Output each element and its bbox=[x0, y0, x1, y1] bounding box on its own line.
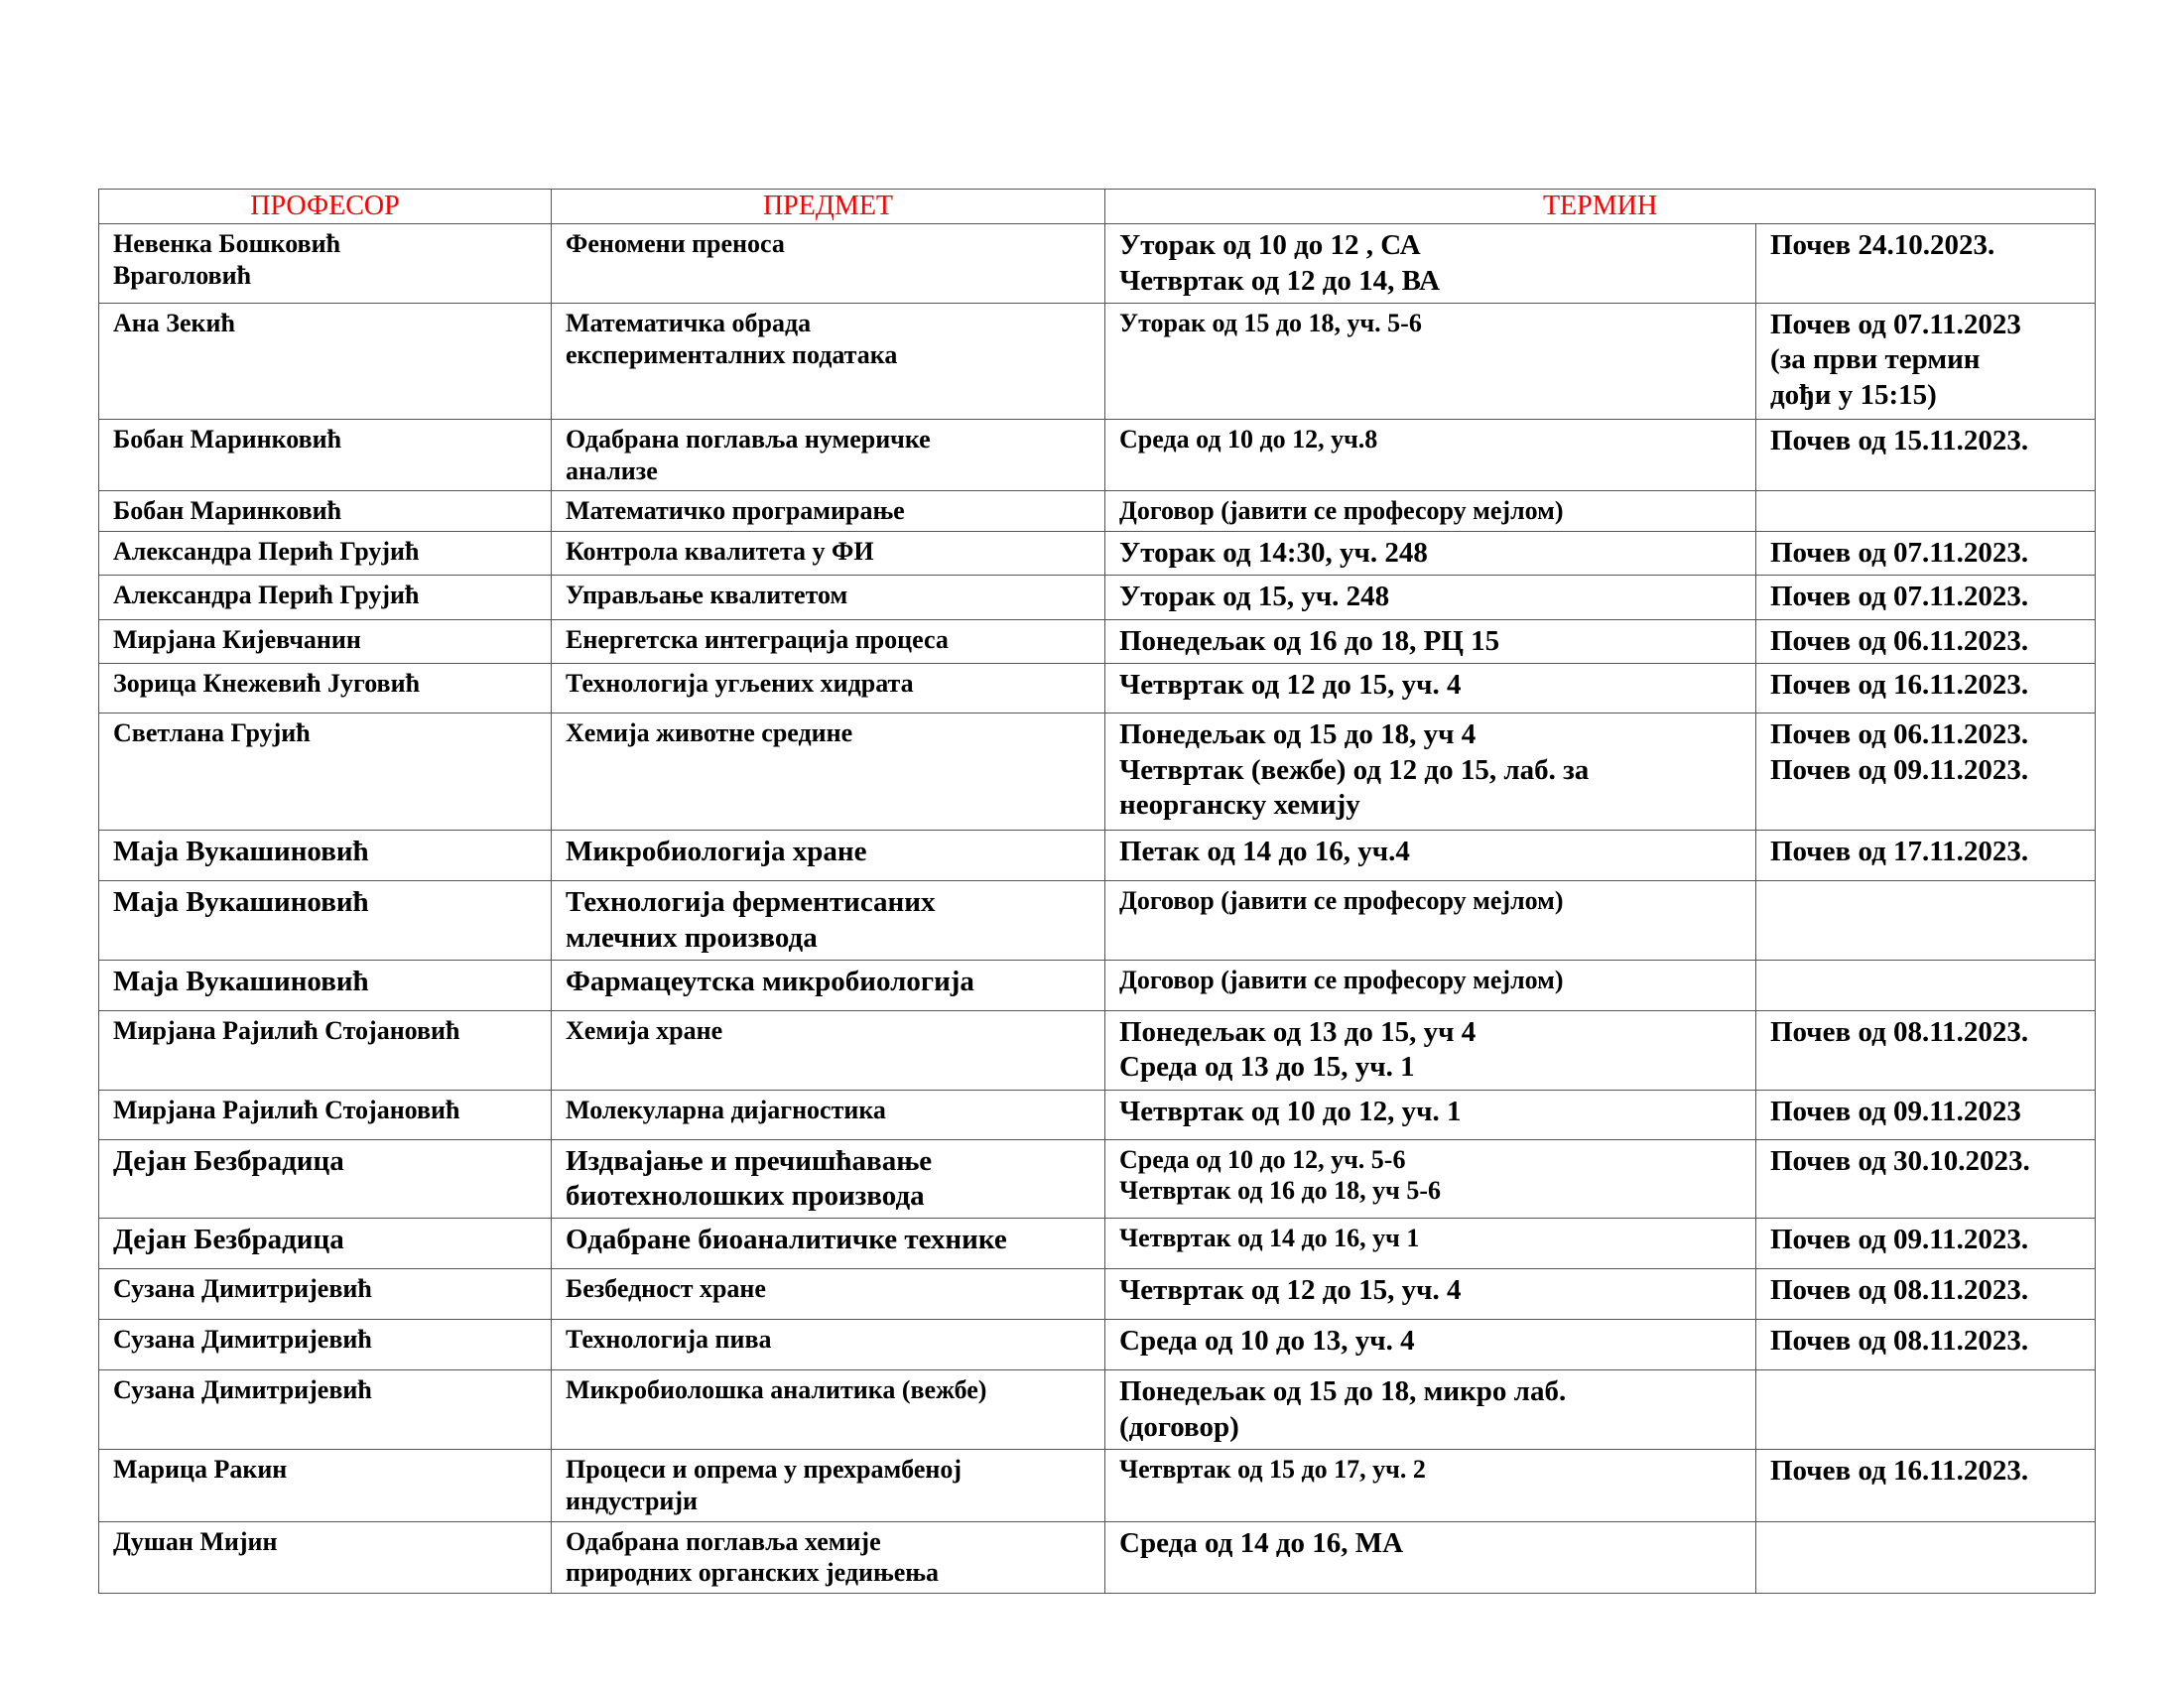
time-cell bbox=[1105, 714, 1756, 831]
time-cell bbox=[1105, 664, 1756, 714]
professor-cell bbox=[99, 1010, 552, 1090]
table-row bbox=[99, 491, 2096, 532]
time-cell bbox=[1105, 960, 1756, 1010]
time-cell-line: Петак од 14 до 16, уч.4 bbox=[1119, 836, 1410, 868]
professor-cell-line: Душан Мијин bbox=[113, 1526, 278, 1556]
time-cell bbox=[1105, 1139, 1756, 1219]
time-cell-line: Четвртак од 12 до 15, уч. 4 bbox=[1119, 1274, 1462, 1307]
time-cell-line: Среда од 13 до 15, уч. 1 bbox=[1119, 1051, 1415, 1084]
time-cell-line: Договор (јавити се професору мејлом) bbox=[1119, 886, 1564, 916]
table-row bbox=[99, 1090, 2096, 1139]
start-cell-line: Почев од 09.11.2023. bbox=[1770, 753, 2029, 786]
time-cell-line: Понедељак од 15 до 18, микро лаб. bbox=[1119, 1375, 1567, 1408]
start-cell bbox=[1756, 303, 2096, 419]
professor-cell-line: Александра Перић Грујић bbox=[113, 537, 420, 567]
professor-cell-line: Мирјана Кијевчанин bbox=[113, 624, 361, 654]
start-cell bbox=[1756, 619, 2096, 663]
subject-cell bbox=[552, 1269, 1105, 1320]
subject-cell bbox=[552, 831, 1105, 881]
schedule-body bbox=[99, 224, 2096, 1594]
time-cell-line: Среда од 10 до 13, уч. 4 bbox=[1119, 1325, 1415, 1358]
professor-cell bbox=[99, 224, 552, 304]
subject-cell-line: Хемија животне средине bbox=[566, 718, 853, 748]
professor-cell bbox=[99, 491, 552, 532]
table-row bbox=[99, 1139, 2096, 1219]
subject-cell-line: Фармацеутска микробиологија bbox=[566, 965, 974, 997]
time-cell bbox=[1105, 881, 1756, 961]
table-row bbox=[99, 714, 2096, 831]
professor-cell-line: Маја Вукашиновић bbox=[113, 886, 369, 919]
professor-cell bbox=[99, 619, 552, 663]
time-cell bbox=[1105, 419, 1756, 490]
subject-cell-line: Молекуларна дијагностика bbox=[566, 1095, 886, 1124]
time-cell bbox=[1105, 1450, 1756, 1521]
start-cell bbox=[1756, 1450, 2096, 1521]
professor-cell bbox=[99, 1450, 552, 1521]
subject-cell-line: Феномени преноса bbox=[566, 229, 785, 259]
table-row bbox=[99, 576, 2096, 619]
header-subject: ПРЕДМЕТ bbox=[552, 190, 1105, 224]
table-row bbox=[99, 619, 2096, 663]
time-cell-line: Среда од 10 до 12, уч.8 bbox=[1119, 424, 1378, 454]
time-cell bbox=[1105, 831, 1756, 881]
start-cell bbox=[1756, 491, 2096, 532]
subject-cell bbox=[552, 1139, 1105, 1219]
subject-cell bbox=[552, 224, 1105, 304]
start-cell-line: Почев од 06.11.2023. bbox=[1770, 718, 2029, 751]
start-cell bbox=[1756, 664, 2096, 714]
start-cell bbox=[1756, 714, 2096, 831]
professor-cell-line: Маја Вукашиновић bbox=[113, 836, 369, 868]
professor-cell bbox=[99, 664, 552, 714]
time-cell-line: Четвртак од 10 до 12, уч. 1 bbox=[1119, 1095, 1462, 1127]
start-cell-line: Почев од 08.11.2023. bbox=[1770, 1325, 2029, 1358]
start-cell-line: Почев од 08.11.2023. bbox=[1770, 1274, 2029, 1307]
professor-cell-line: Сузана Димитријевић bbox=[113, 1375, 372, 1405]
subject-cell bbox=[552, 1320, 1105, 1370]
time-cell bbox=[1105, 532, 1756, 576]
time-cell-line: Среда од 14 до 16, МА bbox=[1119, 1526, 1404, 1559]
time-cell-line: Четвртак од 15 до 17, уч. 2 bbox=[1119, 1455, 1426, 1485]
professor-cell-line: Мирјана Рајилић Стојановић bbox=[113, 1095, 460, 1124]
professor-cell-line: Враголовић bbox=[113, 260, 252, 290]
time-cell-line: неорганску хемију bbox=[1119, 788, 1360, 821]
start-cell-line: (за први термин bbox=[1770, 343, 1981, 376]
professor-cell-line: Дејан Безбрадица bbox=[113, 1144, 344, 1177]
table-row bbox=[99, 1370, 2096, 1450]
time-cell-line: Уторак од 14:30, уч. 248 bbox=[1119, 537, 1428, 570]
start-cell bbox=[1756, 1269, 2096, 1320]
professor-cell-line: Александра Перић Грујић bbox=[113, 581, 420, 610]
subject-cell-line: Микробиологија хране bbox=[566, 836, 867, 868]
time-cell bbox=[1105, 491, 1756, 532]
subject-cell-line: млечних производа bbox=[566, 921, 818, 954]
professor-cell bbox=[99, 576, 552, 619]
professor-cell bbox=[99, 1320, 552, 1370]
subject-cell-line: Управљање квалитетом bbox=[566, 581, 848, 610]
subject-cell-line: Издвајање и пречишћавање bbox=[566, 1144, 933, 1177]
start-cell bbox=[1756, 224, 2096, 304]
time-cell bbox=[1105, 619, 1756, 663]
professor-cell bbox=[99, 881, 552, 961]
professor-cell-line: Ана Зекић bbox=[113, 308, 235, 337]
start-cell bbox=[1756, 1010, 2096, 1090]
professor-cell bbox=[99, 1370, 552, 1450]
subject-cell-line: анализе bbox=[566, 455, 658, 485]
start-cell bbox=[1756, 419, 2096, 490]
time-cell-line: Уторак од 15, уч. 248 bbox=[1119, 581, 1390, 613]
time-cell-line: Уторак од 10 до 12 , СА bbox=[1119, 229, 1421, 262]
subject-cell bbox=[552, 1010, 1105, 1090]
start-cell-line: Почев од 07.11.2023 bbox=[1770, 308, 2021, 340]
start-cell-line: Почев од 07.11.2023. bbox=[1770, 537, 2029, 570]
subject-cell bbox=[552, 1450, 1105, 1521]
professor-cell-line: Зорица Кнежевић Југовић bbox=[113, 669, 421, 699]
professor-cell-line: Бобан Маринковић bbox=[113, 424, 342, 454]
subject-cell-line: Одабране биоаналитичке технике bbox=[566, 1224, 1007, 1256]
subject-cell-line: Контрола квалитета у ФИ bbox=[566, 537, 874, 567]
time-cell-line: Понедељак од 13 до 15, уч 4 bbox=[1119, 1015, 1477, 1048]
start-cell-line: Почев од 17.11.2023. bbox=[1770, 836, 2029, 868]
subject-cell bbox=[552, 619, 1105, 663]
subject-cell-line: Математичко програмирање bbox=[566, 496, 905, 526]
time-cell-line: Договор (јавити се професору мејлом) bbox=[1119, 965, 1564, 994]
table-row bbox=[99, 303, 2096, 419]
table-row bbox=[99, 664, 2096, 714]
subject-cell bbox=[552, 960, 1105, 1010]
subject-cell-line: Одабрана поглавља хемије bbox=[566, 1526, 881, 1556]
table-row bbox=[99, 1521, 2096, 1593]
start-cell-line: Почев од 15.11.2023. bbox=[1770, 424, 2029, 456]
start-cell bbox=[1756, 532, 2096, 576]
time-cell-line: Четвртак од 12 до 15, уч. 4 bbox=[1119, 669, 1462, 702]
professor-cell bbox=[99, 1090, 552, 1139]
header-row bbox=[99, 190, 2096, 224]
table-row bbox=[99, 1320, 2096, 1370]
subject-cell bbox=[552, 419, 1105, 490]
subject-cell bbox=[552, 532, 1105, 576]
time-cell bbox=[1105, 1010, 1756, 1090]
subject-cell-line: Одабрана поглавља нумеричке bbox=[566, 424, 931, 454]
subject-cell bbox=[552, 491, 1105, 532]
time-cell-line: (договор) bbox=[1119, 1410, 1239, 1443]
start-cell-line: Почев од 16.11.2023. bbox=[1770, 669, 2029, 702]
time-cell-line: Четвртак од 14 до 16, уч 1 bbox=[1119, 1224, 1420, 1253]
time-cell-line: Четвртак (вежбе) од 12 до 15, лаб. за bbox=[1119, 753, 1590, 786]
professor-cell-line: Мирјана Рајилић Стојановић bbox=[113, 1015, 460, 1045]
subject-cell bbox=[552, 303, 1105, 419]
subject-cell-line: Технологија пива bbox=[566, 1325, 772, 1355]
start-cell-line: дођи у 15:15) bbox=[1770, 378, 1937, 411]
subject-cell bbox=[552, 1219, 1105, 1269]
time-cell-line: Четвртак од 12 до 14, ВА bbox=[1119, 264, 1441, 297]
professor-cell bbox=[99, 303, 552, 419]
start-cell bbox=[1756, 960, 2096, 1010]
professor-cell bbox=[99, 1521, 552, 1593]
professor-cell bbox=[99, 419, 552, 490]
subject-cell-line: биотехнолошких производа bbox=[566, 1180, 925, 1213]
subject-cell-line: експерименталних података bbox=[566, 339, 898, 369]
time-cell-line: Уторак од 15 до 18, уч. 5-6 bbox=[1119, 308, 1422, 337]
subject-cell bbox=[552, 881, 1105, 961]
professor-cell bbox=[99, 960, 552, 1010]
start-cell-line: Почев 24.10.2023. bbox=[1770, 229, 1995, 262]
table-row bbox=[99, 881, 2096, 961]
start-cell bbox=[1756, 1521, 2096, 1593]
subject-cell-line: Микробиолошка аналитика (вежбе) bbox=[566, 1375, 987, 1405]
subject-cell bbox=[552, 664, 1105, 714]
table-row bbox=[99, 1269, 2096, 1320]
start-cell bbox=[1756, 1219, 2096, 1269]
table-row bbox=[99, 1010, 2096, 1090]
professor-cell bbox=[99, 1139, 552, 1219]
table-row bbox=[99, 1219, 2096, 1269]
professor-cell-line: Марица Ракин bbox=[113, 1455, 288, 1485]
subject-cell bbox=[552, 1090, 1105, 1139]
start-cell bbox=[1756, 1139, 2096, 1219]
header-professor: ПРОФЕСОР bbox=[99, 190, 552, 224]
subject-cell-line: Процеси и опрема у прехрамбеној bbox=[566, 1455, 963, 1485]
time-cell-line: Среда од 10 до 12, уч. 5-6 bbox=[1119, 1144, 1406, 1174]
professor-cell-line: Светлана Грујић bbox=[113, 718, 311, 748]
time-cell-line: Понедељак од 15 до 18, уч 4 bbox=[1119, 718, 1477, 751]
time-cell bbox=[1105, 303, 1756, 419]
subject-cell-line: индустрији bbox=[566, 1486, 699, 1515]
time-cell bbox=[1105, 224, 1756, 304]
time-cell bbox=[1105, 1219, 1756, 1269]
header-term: ТЕРМИН bbox=[1105, 190, 2096, 224]
start-cell bbox=[1756, 881, 2096, 961]
start-cell bbox=[1756, 1090, 2096, 1139]
subject-cell bbox=[552, 576, 1105, 619]
subject-cell-line: Енергетска интеграција процеса bbox=[566, 624, 949, 654]
subject-cell-line: Технологија ферментисаних bbox=[566, 886, 936, 919]
professor-cell bbox=[99, 831, 552, 881]
time-cell-line: Понедељак од 16 до 18, РЦ 15 bbox=[1119, 624, 1500, 657]
table-row bbox=[99, 960, 2096, 1010]
professor-cell bbox=[99, 1269, 552, 1320]
start-cell bbox=[1756, 1370, 2096, 1450]
subject-cell-line: Математичка обрада bbox=[566, 308, 812, 337]
start-cell-line: Почев од 06.11.2023. bbox=[1770, 624, 2029, 657]
professor-cell-line: Дејан Безбрадица bbox=[113, 1224, 344, 1256]
time-cell bbox=[1105, 1521, 1756, 1593]
time-cell bbox=[1105, 1269, 1756, 1320]
start-cell-line: Почев од 07.11.2023. bbox=[1770, 581, 2029, 613]
professor-cell-line: Бобан Маринковић bbox=[113, 496, 342, 526]
table-row bbox=[99, 532, 2096, 576]
start-cell-line: Почев од 09.11.2023 bbox=[1770, 1095, 2021, 1127]
table-row bbox=[99, 1450, 2096, 1521]
subject-cell-line: Безбедност хране bbox=[566, 1274, 766, 1304]
subject-cell bbox=[552, 1370, 1105, 1450]
professor-cell-line: Невенка Бошковић bbox=[113, 229, 341, 259]
subject-cell bbox=[552, 714, 1105, 831]
professor-cell-line: Сузана Димитријевић bbox=[113, 1325, 372, 1355]
start-cell bbox=[1756, 1320, 2096, 1370]
table-row bbox=[99, 419, 2096, 490]
table-row bbox=[99, 831, 2096, 881]
professor-cell-line: Сузана Димитријевић bbox=[113, 1274, 372, 1304]
time-cell bbox=[1105, 576, 1756, 619]
start-cell-line: Почев од 16.11.2023. bbox=[1770, 1455, 2029, 1488]
time-cell bbox=[1105, 1370, 1756, 1450]
start-cell bbox=[1756, 831, 2096, 881]
start-cell-line: Почев од 09.11.2023. bbox=[1770, 1224, 2029, 1256]
time-cell bbox=[1105, 1320, 1756, 1370]
professor-cell bbox=[99, 532, 552, 576]
professor-cell-line: Маја Вукашиновић bbox=[113, 965, 369, 997]
subject-cell-line: Технологија угљених хидрата bbox=[566, 669, 914, 699]
subject-cell-line: природних органских једињења bbox=[566, 1558, 939, 1588]
start-cell bbox=[1756, 576, 2096, 619]
schedule-table bbox=[98, 189, 2096, 1594]
professor-cell bbox=[99, 1219, 552, 1269]
table-row bbox=[99, 224, 2096, 304]
start-cell-line: Почев од 30.10.2023. bbox=[1770, 1144, 2030, 1177]
subject-cell-line: Хемија хране bbox=[566, 1015, 723, 1045]
start-cell-line: Почев од 08.11.2023. bbox=[1770, 1015, 2029, 1048]
time-cell-line: Четвртак од 16 до 18, уч 5-6 bbox=[1119, 1176, 1441, 1206]
subject-cell bbox=[552, 1521, 1105, 1593]
professor-cell bbox=[99, 714, 552, 831]
time-cell bbox=[1105, 1090, 1756, 1139]
time-cell-line: Договор (јавити се професору мејлом) bbox=[1119, 496, 1564, 526]
